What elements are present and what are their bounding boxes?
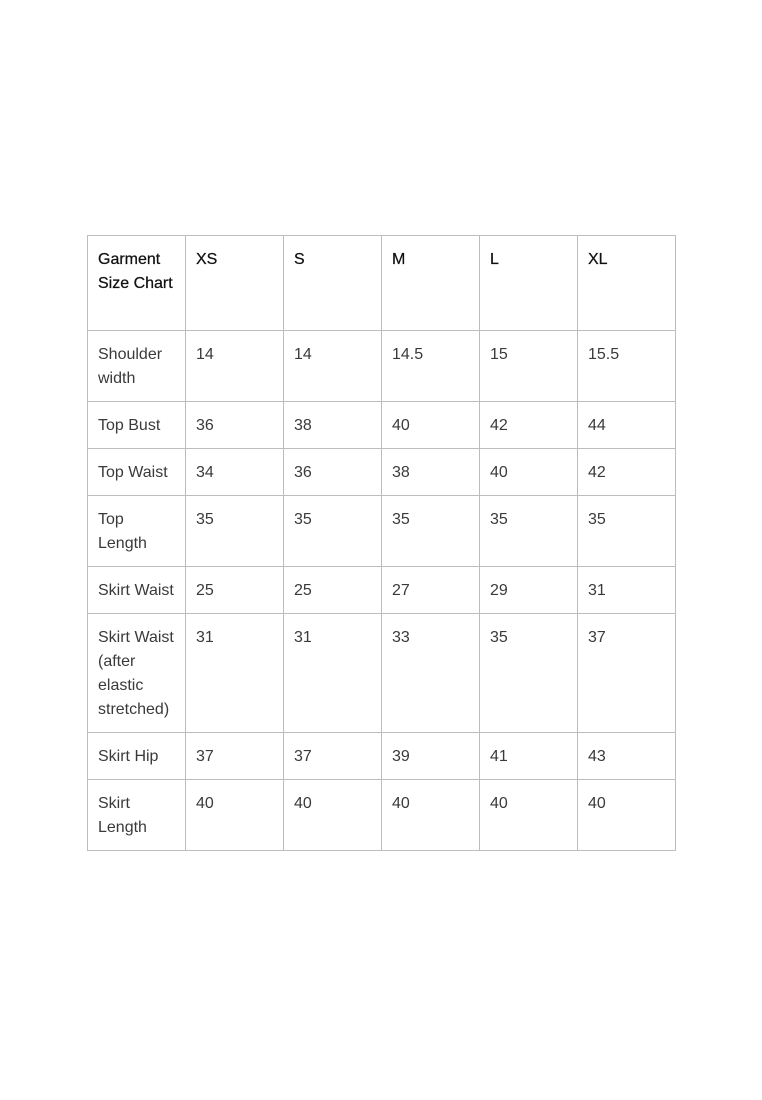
table-cell: 33 — [382, 614, 480, 733]
table-cell: 40 — [284, 780, 382, 851]
table-cell: 41 — [480, 733, 578, 780]
table-cell: 40 — [382, 402, 480, 449]
table-cell: 39 — [382, 733, 480, 780]
table-cell: 40 — [186, 780, 284, 851]
table-cell: 14.5 — [382, 331, 480, 402]
table-cell: 40 — [480, 449, 578, 496]
table-cell: 37 — [578, 614, 676, 733]
table-cell: 38 — [382, 449, 480, 496]
table-cell: 25 — [284, 567, 382, 614]
table-header-row — [88, 236, 676, 331]
table-cell: 14 — [186, 331, 284, 402]
row-label: Skirt Waist (after elastic stretched) — [88, 614, 186, 733]
table-cell: 31 — [284, 614, 382, 733]
table-row — [88, 614, 676, 733]
table-cell: 31 — [578, 567, 676, 614]
table-cell: 35 — [480, 496, 578, 567]
table-cell: 40 — [578, 780, 676, 851]
table-cell: 40 — [382, 780, 480, 851]
table-cell: 44 — [578, 402, 676, 449]
table-cell: 35 — [186, 496, 284, 567]
table-cell: 40 — [480, 780, 578, 851]
table-cell: 35 — [480, 614, 578, 733]
table-row — [88, 780, 676, 851]
table-cell: 27 — [382, 567, 480, 614]
table-row — [88, 449, 676, 496]
size-header-l: L — [480, 236, 578, 331]
row-label: Top Bust — [88, 402, 186, 449]
row-label: Top Length — [88, 496, 186, 567]
table-cell: 15.5 — [578, 331, 676, 402]
table-cell: 29 — [480, 567, 578, 614]
row-label: Skirt Waist — [88, 567, 186, 614]
table-cell: 35 — [284, 496, 382, 567]
table-cell: 34 — [186, 449, 284, 496]
size-header-m: M — [382, 236, 480, 331]
table-cell: 31 — [186, 614, 284, 733]
row-label: Skirt Hip — [88, 733, 186, 780]
row-label: Shoulder width — [88, 331, 186, 402]
size-header-xs: XS — [186, 236, 284, 331]
table-cell: 15 — [480, 331, 578, 402]
table-cell: 35 — [382, 496, 480, 567]
table-cell: 37 — [186, 733, 284, 780]
table-cell: 25 — [186, 567, 284, 614]
table-cell: 42 — [578, 449, 676, 496]
table-row — [88, 331, 676, 402]
row-label: Skirt Length — [88, 780, 186, 851]
table-cell: 43 — [578, 733, 676, 780]
table-cell: 38 — [284, 402, 382, 449]
table-row — [88, 402, 676, 449]
row-label: Top Waist — [88, 449, 186, 496]
size-header-xl: XL — [578, 236, 676, 331]
table-cell: 36 — [186, 402, 284, 449]
table-cell: 35 — [578, 496, 676, 567]
table-cell: 36 — [284, 449, 382, 496]
corner-label: Garment Size Chart — [88, 236, 186, 331]
table-row — [88, 567, 676, 614]
table-row — [88, 496, 676, 567]
table-cell: 37 — [284, 733, 382, 780]
table-cell: 42 — [480, 402, 578, 449]
size-chart-table — [87, 235, 676, 851]
table-cell: 14 — [284, 331, 382, 402]
size-header-s: S — [284, 236, 382, 331]
table-row — [88, 733, 676, 780]
